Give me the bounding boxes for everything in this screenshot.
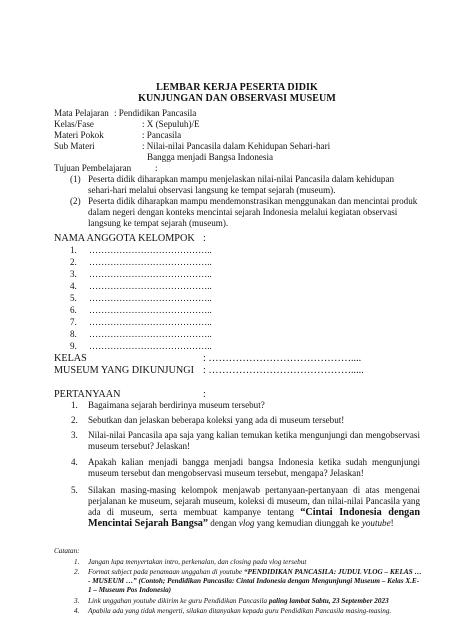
question-num: 4. xyxy=(71,457,78,467)
question-text: Nilai-nilai Pancasila apa saja yang kalian temukan ketika mengunjungi dan mengobservasi museum tersebut? Jelaskan! xyxy=(88,430,420,451)
note-num: 3. xyxy=(74,597,80,605)
title-line-1: LEMBAR KERJA PESERTA DIDIK xyxy=(156,82,318,93)
questions-colon: : xyxy=(203,389,206,400)
identity-value-submaterial-cont: Bangga menjadi Bangsa Indonesia xyxy=(147,152,274,162)
member-num: 3. xyxy=(70,269,77,279)
objective-num-2: (2) xyxy=(70,196,81,206)
identity-value-subject: : Pendidikan Pancasila xyxy=(114,108,197,118)
member-line: ………………………………….. xyxy=(89,269,212,279)
objective-text-1: Peserta didik diharapkan mampu menjelaskan nilai-nilai Pancasila dalam kehidupan sehari-hari melalui observasi langsung ke tempat sejarah (museum). xyxy=(88,174,395,195)
question-num: 1. xyxy=(71,400,78,410)
member-num: 2. xyxy=(70,257,77,267)
member-line: ………………………………….. xyxy=(89,281,212,291)
note-text: Apabila ada yang tidak mengerti, silakan ditanyakan kepada guru Pendidikan Pancasila masing-masing. xyxy=(88,607,392,615)
question-5-text-c: dengan xyxy=(208,518,239,528)
kelas-value: : …………………………………….... xyxy=(203,353,362,364)
identity-label-class: Kelas/Fase xyxy=(54,119,94,129)
museum-value: : ……………………………………..... xyxy=(203,365,364,376)
identity-label-topic: Materi Pokok xyxy=(54,130,104,140)
note-3-deadline: paling lambat Sabtu, 23 September 2023 xyxy=(268,597,389,605)
identity-label-submaterial: Sub Materi xyxy=(54,141,95,151)
objectives-colon: : xyxy=(155,163,158,173)
member-num: 7. xyxy=(70,317,77,327)
identity-label-subject: Mata Pelajaran xyxy=(54,108,109,118)
question-text: Apakah kalian menjadi bangga menjadi bangsa Indonesia ketika sudah mengunjungi museum tersebut dan mengobservasi museum tersebut, mengapa? Jelaskan! xyxy=(88,457,420,478)
note-text-3 xyxy=(88,597,389,606)
member-line: ………………………………….. xyxy=(89,305,212,315)
member-num: 4. xyxy=(70,281,77,291)
member-num: 5. xyxy=(70,293,77,303)
identity-value-submaterial: : Nilai-nilai Pancasila dalam Kehidupan Sehari-hari xyxy=(142,141,331,151)
group-colon: : xyxy=(203,233,206,244)
identity-value-topic: : Pancasila xyxy=(142,130,182,140)
note-2-text-a: Format subject pada penamaan unggahan di youtube xyxy=(88,568,244,576)
member-line: ………………………………….. xyxy=(89,293,212,303)
question-num: 5. xyxy=(71,485,78,495)
note-text: Jangan lupa menyertakan intro, perkenalan, dan closing pada vlog tersebut xyxy=(88,558,307,566)
question-text-5 xyxy=(88,485,420,529)
note-3-text-a: Link unggahan youtube dikirim ke guru Pendidikan Pancasila xyxy=(88,597,269,605)
note-text-2 xyxy=(88,568,422,595)
notes-label: Catatan: xyxy=(54,547,80,555)
member-line: ………………………………….. xyxy=(89,257,212,267)
question-5-campaign-title: “Cintai Indonesia dengan Mencintai Sejarah Bangsa” xyxy=(88,507,420,529)
museum-label: MUSEUM YANG DIKUNJUNGI xyxy=(54,365,194,376)
member-line: ………………………………….. xyxy=(89,245,212,255)
identity-value-class: : X (Sepuluh)/E xyxy=(142,119,200,129)
note-2-format: “PENDIDIKAN PANCASILA: JUDUL VLOG – KELAS … - MUSEUM …” (Contoh; Pendidikan Pancasila: Cintai Indonesia dengan Mengunjungi Museum – Kelas X.E-1 – Museum Pos Indonesia) xyxy=(88,568,422,594)
objective-text-2: Peserta didik diharapkan mampu mendemonstrasikan menggunakan dan mencintai produk dalam negeri dengan konteks mencintai sejarah Indonesia melalui kegiatan observasi langsung ke tempat sejarah (museum). xyxy=(88,196,418,228)
note-num: 4. xyxy=(74,607,80,615)
member-num: 1. xyxy=(70,245,77,255)
question-num: 2. xyxy=(71,415,78,425)
question-num: 3. xyxy=(71,430,78,440)
question-text: Sebutkan dan jelaskan beberapa koleksi yang ada di museum tersebut! xyxy=(88,415,345,425)
question-5-vlog: vlog xyxy=(238,518,255,528)
member-line: ………………………………….. xyxy=(89,317,212,327)
group-label: NAMA ANGGOTA KELOMPOK xyxy=(54,233,195,244)
question-5-text-g: ! xyxy=(390,518,394,528)
objective-num-1: (1) xyxy=(70,174,81,184)
note-num: 2. xyxy=(74,568,80,576)
member-line: ………………………………….. xyxy=(89,341,212,351)
title-line-2: KUNJUNGAN DAN OBSERVASI MUSEUM xyxy=(138,93,336,104)
question-5-youtube: youtube xyxy=(361,518,391,528)
question-5-text-e: yang kemudian diunggah ke xyxy=(254,518,362,528)
member-num: 8. xyxy=(70,329,77,339)
question-text: Bagaimana sejarah berdirinya museum tersebut? xyxy=(88,400,265,410)
questions-label: PERTANYAAN xyxy=(54,389,121,400)
kelas-label: KELAS xyxy=(54,353,87,364)
objectives-label: Tujuan Pembelajaran xyxy=(54,163,132,173)
member-num: 9. xyxy=(70,341,77,351)
question-5-text-a: Silakan masing-masing kelompok menjawab pertanyaan-pertanyaan di atas mengenai perjalanan ke museum, sejarah museum, koleksi di museum, dan nilai-nilai Pancasila yang ada di museum, serta membuat kampanye tentang xyxy=(88,485,420,517)
member-num: 6. xyxy=(70,305,77,315)
note-num: 1. xyxy=(74,558,80,566)
member-line: ………………………………….. xyxy=(89,329,212,339)
